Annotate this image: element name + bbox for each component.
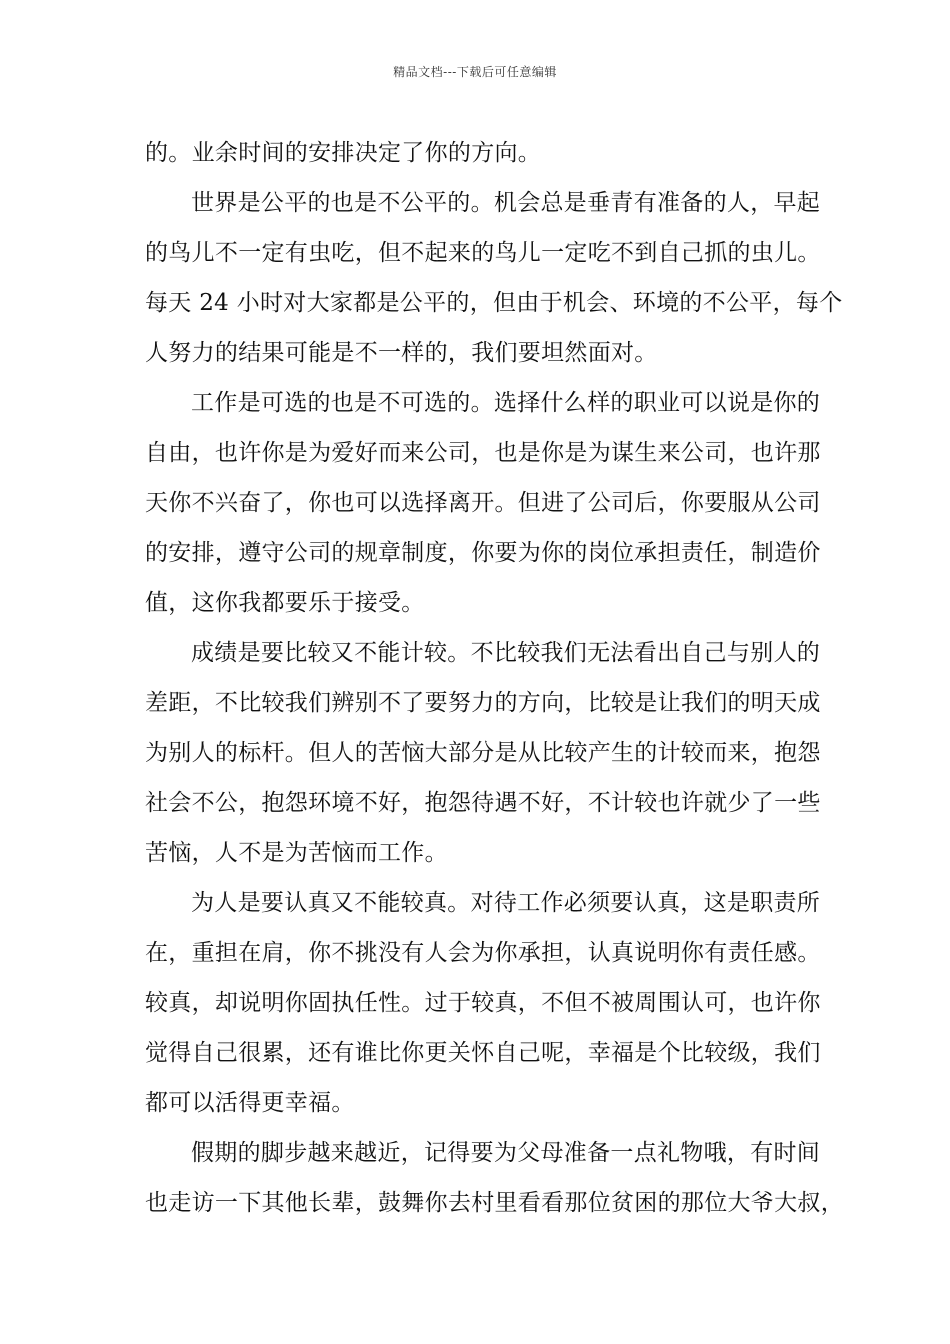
text-line: 也走访一下其他长辈，鼓舞你去村里看看那位贫困的那位大爷大叔，: [145, 1190, 844, 1216]
text-line: 值，这你我都要乐于接受。: [145, 590, 425, 616]
text-line: 的。业余时间的安排决定了你的方向。: [145, 140, 542, 166]
text-line: 世界是公平的也是不公平的。机会总是垂青有准备的人，早起: [191, 190, 821, 216]
text-line: 的鸟儿不一定有虫吃，但不起来的鸟儿一定吃不到自己抓的虫儿。: [145, 240, 821, 266]
text-line: 人努力的结果可能是不一样的，我们要坦然面对。: [145, 340, 658, 366]
text-line: 较真，却说明你固执任性。过于较真，不但不被周围认可，也许你: [145, 990, 821, 1016]
text-line: 都可以活得更幸福。: [145, 1090, 355, 1116]
text-line: 天你不兴奋了，你也可以选择离开。但进了公司后，你要服从公司: [145, 490, 821, 516]
body-text: [145, 128, 844, 1228]
text-line: 在，重担在肩，你不挑没有人会为你承担，认真说明你有责任感。: [145, 940, 821, 966]
page-header: 精品文档---下载后可任意编辑: [393, 65, 557, 79]
text-line: 工作是可选的也是不可选的。选择什么样的职业可以说是你的: [191, 390, 821, 416]
text-line: 的安排，遵守公司的规章制度，你要为你的岗位承担责任，制造价: [145, 540, 821, 566]
text-line: 自由，也许你是为爱好而来公司，也是你是为谋生来公司，也许那: [145, 440, 821, 466]
text-line: 差距，不比较我们辨别不了要努力的方向，比较是让我们的明天成: [145, 690, 821, 716]
text-line: 每天 24 小时对大家都是公平的，但由于机会、环境的不公平，每个: [145, 290, 843, 316]
text-line: 社会不公，抱怨环境不好，抱怨待遇不好，不计较也许就少了一些: [145, 790, 821, 816]
text-line: 为人是要认真又不能较真。对待工作必须要认真，这是职责所: [191, 890, 821, 916]
text-line: 假期的脚步越来越近，记得要为父母准备一点礼物哦，有时间: [191, 1140, 821, 1166]
text-line: 成绩是要比较又不能计较。不比较我们无法看出自己与别人的: [191, 640, 821, 666]
text-line: 为别人的标杆。但人的苦恼大部分是从比较产生的计较而来，抱怨: [145, 740, 821, 766]
text-line: 觉得自己很累，还有谁比你更关怀自己呢，幸福是个比较级，我们: [145, 1040, 821, 1066]
text-line: 苦恼，人不是为苦恼而工作。: [145, 840, 448, 866]
